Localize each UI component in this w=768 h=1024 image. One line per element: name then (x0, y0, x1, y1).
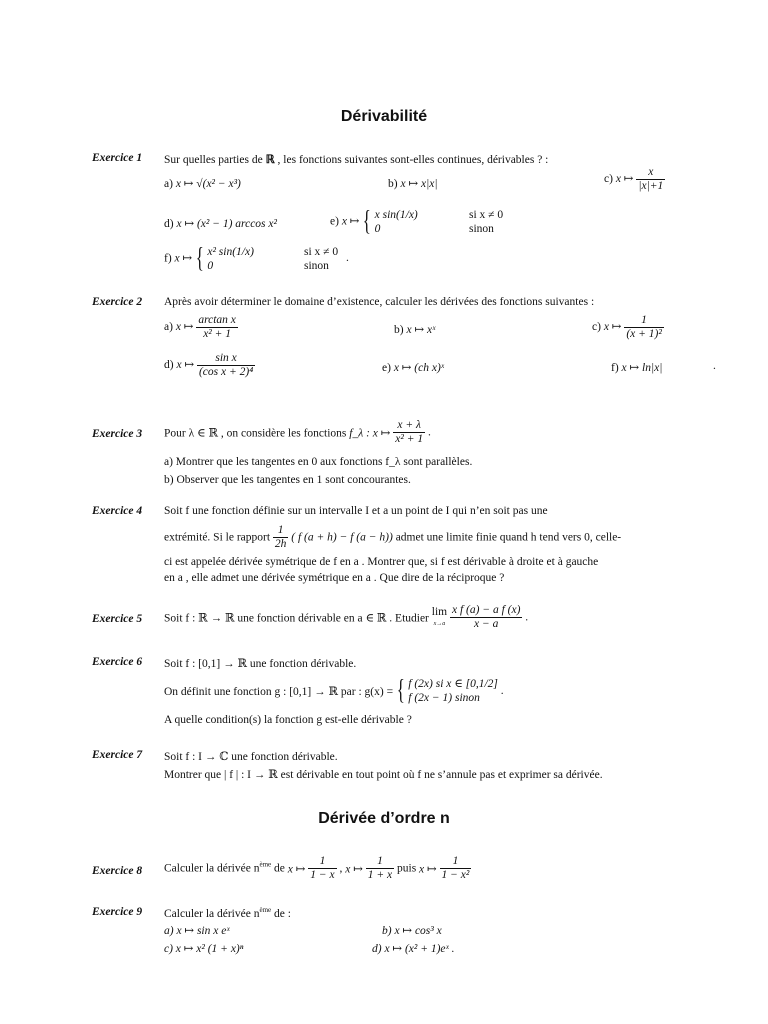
fraction: $\frac{1}{\text{1 − x²}}$ (441, 855, 470, 881)
exercise-1-item-f-conditions: si x ≠ 0 sinon (304, 246, 339, 272)
limit: lim x→a (431, 605, 448, 627)
exercise-9-label: Exercice 9 (92, 906, 143, 918)
fraction: $\frac{\text{sin x}}{\text{(cos x + 2)⁴}}$ (198, 352, 254, 378)
exercise-4-line-2: extrémité. Si le rapport $\frac{1}{2h}$ ( f (a + h) − f (a − h)) admet une limite finie quand h tend vers 0, celle- (164, 524, 622, 550)
exercise-1-item-f-end: . (346, 252, 349, 264)
exercise-1-item-e-conditions: si x ≠ 0 sinon (469, 209, 504, 235)
exercise-9-intro: Calculer la dérivée $n^{ème}$ de : (164, 906, 291, 920)
exercise-6-line-3: A quelle condition(s) la fonction g est-elle dérivable ? (164, 714, 412, 726)
exercise-3-label: Exercice 3 (92, 428, 143, 440)
exercise-2-item-c: c) x ↦ $\frac{1}{\text{(x + 1)²}}$ (592, 314, 662, 340)
exercise-4-line-4: en a , elle admet une dérivée symétrique en a . Que dire de la réciproque ? (164, 572, 505, 584)
exercise-1-item-a: a) x ↦ √(x² − x³) (164, 178, 241, 190)
fraction: $\frac{1}{2h}$ (274, 524, 287, 550)
exercise-6-line-2: On définit une fonction g : [0,1] → ℝ par : g(x) = { f (2x) si x ∈ [0,1/2] f (2x − 1) sinon . (164, 675, 504, 706)
left-brace: { (363, 206, 372, 237)
exercise-4-line-1: Soit f une fonction définie sur un intervalle I et a un point de I qui n’en soit pas une (164, 505, 548, 517)
exercise-1-item-c: c) x ↦ $\frac{x}{|x|+1}$ (604, 166, 664, 192)
exercise-4-label: Exercice 4 (92, 505, 143, 517)
exercise-4-line-3: ci est appelée dérivée symétrique de f en a . Montrer que, si f est dérivable à droite et à gauche (164, 556, 599, 568)
fraction: $\frac{1}{1 - x}$ (310, 855, 335, 881)
fraction: $\frac{\text{arctan x}}{\text{x² + 1}}$ (198, 314, 236, 340)
exercise-9-item-d: d) x ↦ (x² + 1)eˣ . (372, 943, 455, 955)
fraction: $\frac{1}{\text{(x + 1)²}}$ (626, 314, 662, 340)
cases: x² sin(1/x) 0 (207, 246, 254, 272)
exercise-5-label: Exercice 5 (92, 613, 143, 625)
exercise-1-item-b: b) x ↦ x|x| (388, 178, 438, 190)
exercise-7-label: Exercice 7 (92, 749, 143, 761)
exercise-9-item-c: c) x ↦ x² (1 + x)ⁿ (164, 943, 244, 955)
exercise-1-label: Exercice 1 (92, 152, 143, 164)
exercise-2-label: Exercice 2 (92, 296, 143, 308)
fraction: $\frac{1}{1 + x}$ (367, 855, 393, 881)
fraction: $\frac{\text{x f (a) − a f (x)}}{x - a}$ (451, 604, 521, 630)
left-brace: { (396, 675, 405, 706)
section-title-derivee-ordre-n: Dérivée d’ordre n (318, 810, 450, 827)
exercise-5-text: Soit f : ℝ → ℝ une fonction dérivable en a ∈ ℝ . Etudier lim x→a $\frac{\text{x f (a) − a f (x)}}{x - a}$ . (164, 604, 529, 630)
exercise-1-intro: Sur quelles parties de ℝ , les fonctions suivantes sont-elles continues, dérivables ? : (164, 154, 549, 166)
exercise-6-label: Exercice 6 (92, 656, 143, 668)
exercise-7-line-2: Montrer que | f | : I → ℝ est dérivable en tout point où f ne s’annule pas et exprimer sa dérivée. (164, 769, 603, 781)
exercise-9-item-a: a) x ↦ sin x eˣ (164, 925, 230, 937)
exercise-8-label: Exercice 8 (92, 865, 143, 877)
exercise-1-item-e: e) x ↦ { x sin(1/x) 0 (330, 206, 418, 237)
cases: f (2x) si x ∈ [0,1/2] f (2x − 1) sinon (408, 678, 498, 704)
exercise-3-question-a: a) Montrer que les tangentes en 0 aux fonctions f_λ sont parallèles. (164, 456, 473, 468)
exercise-9-item-b: b) x ↦ cos³ x (382, 925, 442, 937)
left-brace: { (195, 243, 204, 274)
exercise-2-item-e: e) x ↦ (ch x)ˣ (382, 362, 445, 374)
exercise-1-item-d: d) x ↦ (x² − 1) arccos x² (164, 218, 277, 230)
exercise-2-intro: Après avoir déterminer le domaine d’existence, calculer les dérivées des fonctions suivantes : (164, 296, 595, 308)
exercise-2-item-b: b) x ↦ xˣ (394, 324, 436, 336)
exercise-1-item-f: f) x ↦ { x² sin(1/x) 0 (164, 243, 254, 274)
cases: x sin(1/x) 0 (374, 209, 418, 235)
exercise-2-end: . (713, 360, 716, 372)
exercise-3-intro: Pour λ ∈ ℝ , on considère les fonctions f_λ : x ↦ $\frac{x + \lambda}{\text{x² + 1}}$ . (164, 419, 431, 445)
exercise-6-line-1: Soit f : [0,1] → ℝ une fonction dérivable. (164, 658, 357, 670)
exercise-2-item-f: f) x ↦ ln|x| (611, 362, 663, 374)
exercise-8-text: Calculer la dérivée $n^{ème}$ de x ↦ $\frac{1}{1 - x}$ , x ↦ $\frac{1}{1 + x}$ puis x ↦ $\frac{1}{\text{1 − x²}}$ (164, 855, 470, 881)
section-title-derivabilite: Dérivabilité (340, 108, 428, 125)
fraction: $\frac{x + \lambda}{\text{x² + 1}}$ (395, 419, 424, 445)
exercise-7-line-1: Soit f : I → ℂ une fonction dérivable. (164, 751, 338, 763)
exercise-3-question-b: b) Observer que les tangentes en 1 sont concourantes. (164, 474, 411, 486)
exercise-2-item-a: a) x ↦ $\frac{\text{arctan x}}{\text{x² + 1}}$ (164, 314, 236, 340)
exercise-2-item-d: d) x ↦ $\frac{\text{sin x}}{\text{(cos x + 2)⁴}}$ (164, 352, 254, 378)
fraction: $\frac{x}{|x|+1}$ (638, 166, 664, 192)
